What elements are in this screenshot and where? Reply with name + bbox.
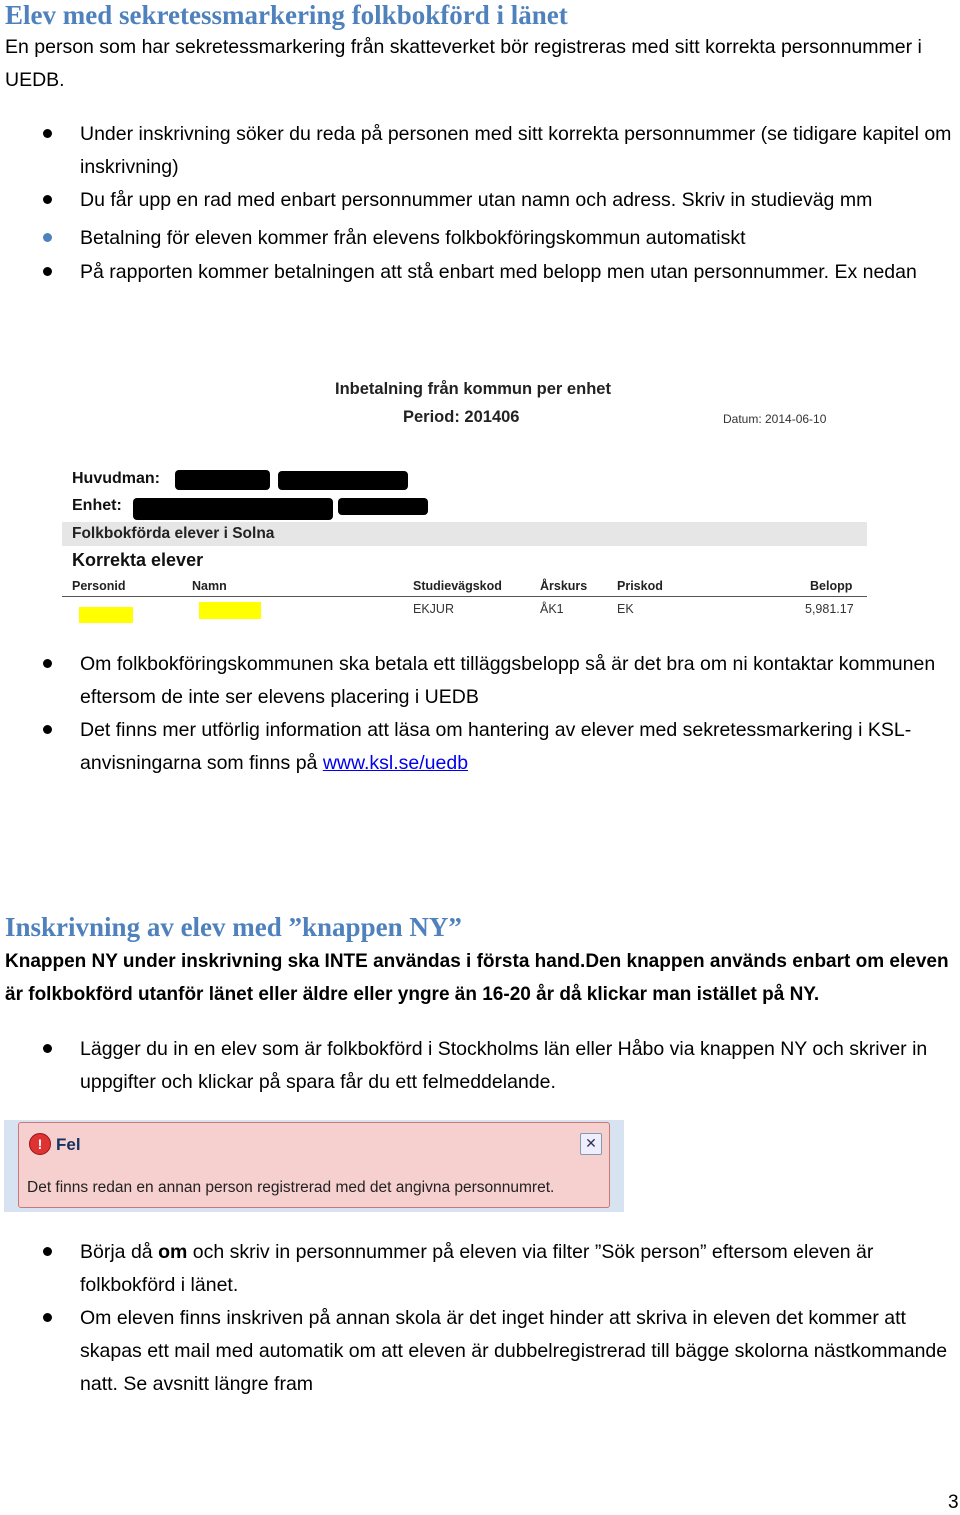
redaction-mark [133,498,333,520]
error-message: Det finns redan en annan person registrerad med det angivna personnumret. [27,1179,555,1196]
column-header-personid: Personid [72,579,126,593]
section-heading-sekretess: Elev med sekretessmarkering folkbokförd i länet [5,0,568,30]
error-dialog [18,1122,610,1208]
cell-studievagskod: EKJUR [413,602,454,616]
list-item: På rapporten kommer betalningen att stå enbart med belopp men utan personnummer. Ex nedan [0,256,955,289]
redaction-mark [338,498,428,515]
ksl-link[interactable]: www.ksl.se/uedb [322,752,469,774]
huvudman-label: Huvudman: [72,470,160,487]
list-item: Börja då om och skriv in personnummer på eleven via filter ”Sök person” eftersom eleven är folkbokförd i länet. [0,1236,955,1302]
bullet-icon [43,1247,52,1256]
list-item: Lägger du in en elev som är folkbokförd i Stockholms län eller Håbo via knappen NY och skriver in uppgifter och klickar på spara får du ett felmeddelande. [0,1033,955,1099]
cell-belopp: 5,981.17 [805,602,854,616]
list-item: Om folkbokföringskommunen ska betala ett tilläggsbelopp så är det bra om ni kontaktar kommunen eftersom de inte ser elevens placering i UEDB [0,648,955,714]
column-header-belopp: Belopp [810,579,853,593]
cell-priskod: EK [617,602,634,616]
column-header-priskod: Priskod [617,579,663,593]
enhet-label: Enhet: [72,497,122,514]
column-header-namn: Namn [192,579,227,593]
list-item: Om eleven finns inskriven på annan skola är det inget hinder att skriva in eleven det kommer att skapas ett mail med automatik om att eleven är dubbelregistrerad till bägge skolorna nästkommande natt. Se avsnitt längre fram [0,1302,955,1401]
bullet-list-3 [0,1033,960,1099]
bullet-icon [43,195,52,204]
highlight-namn [199,602,261,619]
section-heading-knappen-ny: Inskrivning av elev med ”knappen NY” [5,912,462,942]
close-icon[interactable]: ✕ [580,1133,602,1155]
bullet-icon [43,1313,52,1322]
bullet-icon [43,1044,52,1053]
cell-arskurs: ÅK1 [540,602,564,616]
error-icon: ! [29,1133,51,1155]
list-item: Du får upp en rad med enbart personnummer utan namn och adress. Skriv in studieväg mm [0,184,955,217]
bold-paragraph: Knappen NY under inskrivning ska INTE användas i första hand.Den knappen används enbart om eleven är folkbokförd utanför länet eller äldre eller yngre än 16-20 år då klickar man istället på NY. [5,951,949,1005]
report-period: Period: 201406 [403,408,520,426]
bullet-icon [43,129,52,138]
list-item: Under inskrivning söker du reda på personen med sitt korrekta personnummer (se tidigare kapitel om inskrivning) [0,118,955,184]
error-title: Fel [56,1135,81,1154]
bullet-icon [43,659,52,668]
report-title: Inbetalning från kommun per enhet [335,380,611,398]
error-dialog-screenshot [4,1120,624,1212]
report-band [62,522,867,546]
bullet-icon [43,233,52,242]
list-item: Det finns mer utförlig information att läsa om hantering av elever med sekretessmarkering i KSL-anvisningarna som finns på www.ksl.se/uedb [0,714,955,780]
report-subheading: Korrekta elever [72,550,204,570]
column-header-studievagskod: Studievägskod [413,579,502,593]
intro-paragraph: En person som har sekretessmarkering från skatteverket bör registreras med sitt korrekta personnummer i UEDB. [5,36,922,91]
report-date: Datum: 2014-06-10 [723,412,827,426]
list-item: Betalning för eleven kommer från elevens folkbokföringskommun automatiskt [0,222,955,255]
redaction-mark [175,470,270,490]
band-label: Folkbokförda elever i Solna [72,525,275,542]
header-rule [62,596,867,597]
bullet-list-1 [0,118,960,289]
report-screenshot [60,370,870,620]
column-header-arskurs: Årskurs [540,579,588,593]
page-number: 3 [948,1492,959,1513]
bullet-icon [43,725,52,734]
bullet-list-4 [0,1236,960,1401]
bullet-list-2 [0,648,960,780]
redaction-mark [278,471,408,490]
bullet-icon [43,267,52,276]
highlight-personid [79,607,133,623]
